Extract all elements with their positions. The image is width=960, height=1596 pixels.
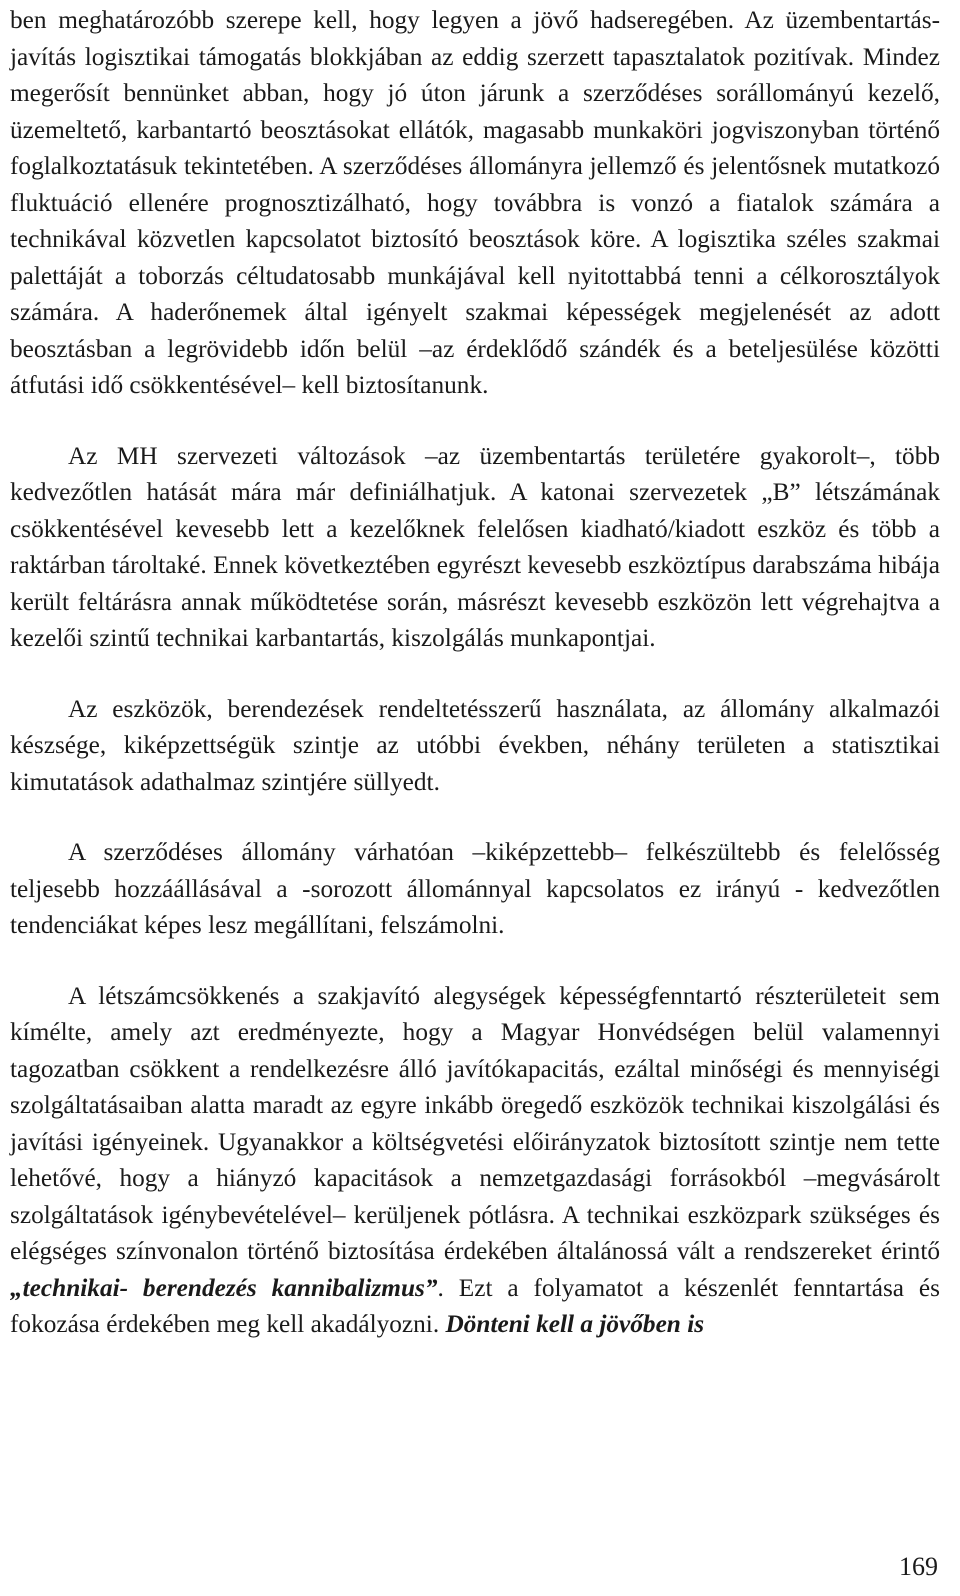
emphasis-decide-future: Dönteni kell a jövőben is [445,1310,705,1338]
paragraph-organizational-changes: Az MH szervezeti változások –az üzembentartás területére gyakorolt–, több kedvezőtlen hatását mára már definiálhatjuk. A katonai szervezetek „B” létszámának csökkentésével kevesebb lett a kezelőknek felelősen kiadható/kiadott eszköz és több a raktárban tároltaké. Ennek következtében egyrészt kevesebb eszköztípus darabszáma hibája került feltárásra annak működtetése során, másrészt kevesebb eszközön lett végrehajtva a kezelői szintű technikai karbantartás, kiszolgálás munkapontjai. [10,441,940,652]
paragraph-continuation: ben meghatározóbb szerepe kell, hogy legyen a jövő hadseregében. Az üzembentartás-javítás logisztikai támogatás blokkjában az eddig szerzett tapasztalatok pozitívak. Mindez megerősít bennünket abban, hogy jó úton járunk a szerződéses sorállományú kezelő, üzemeltető, karbantartó beosztásokat ellátók, magasabb munkaköri jogviszonyban történő foglalkoztatásuk tekintetében. A szerződéses állományra jellemző és jelentősnek mutatkozó fluktuáció ellenére prognosztizálható, hogy továbbra is vonzó a fiatalok számára a technikával közvetlen kapcsolatot biztosító beosztások köre. A logisztika széles szakmai palettáját a toborzás céltudatosabb munkájával kell nyitottabbá tenni a célkorosztályok számára. A haderőnemek által igényelt szakmai képességek megjelenését az adott beosztásban a legrövidebb időn belül –az érdeklődő szándék és a beteljesülése közötti átfutási idő csökkentésével– kell biztosítanunk. [10,6,940,399]
paragraph-text-middle: . Ezt a folyamatot a készenlét fenntartása és fokozása érdekében meg kell akadályozni. [10,1273,940,1338]
paragraph-text-start: A létszámcsökkenés a szakjavító alegységek képességfenntartó részterületeit sem kímélte, amely azt eredményezte, hogy a Magyar Honvédségen belül valamennyi tagozatban csökkent a rendelkezésre álló javítókapacitás, ezáltal minőségi és mennyiségi szolgáltatásaiban alatta maradt az egyre inkább öregedő eszközök technikai kiszolgálási és javítási igényeinek. Ugyanakkor a költségvetési előirányzatok biztosított szintje nem tette lehetővé, hogy a hiányzó kapacitások a nemzetgazdasági forrásokból –megvásárolt szolgáltatások igénybevételével– kerüljenek pótlásra. A technikai eszközpark szükséges és elégséges színvonalon történő biztosítása érdekében általánossá vált a rendszereket érintő [10,981,940,1265]
paragraph-equipment-usage: Az eszközök, berendezések rendeltetésszerű használata, az állomány alkalmazói készsége, kiképzettségük szintje az utóbbi években, néhány területen a statisztikai kimutatások adathalmaz szintjére süllyedt. [10,694,940,796]
emphasis-cannibalism: „technikai- berendezés kannibalizmus” [10,1273,438,1302]
paragraph-contract-personnel: A szerződéses állomány várhatóan –kiképzettebb– felkészültebb és felelősség teljesebb hozzáállásával a -sorozott állománnyal kapcsolatos ez irányú - kedvezőtlen tendenciákat képes lesz megállítani, felszámolni. [10,838,940,939]
document-page [10,2,940,1343]
page-number: 169 [899,1552,938,1581]
paragraph-staff-reduction [10,978,940,1343]
